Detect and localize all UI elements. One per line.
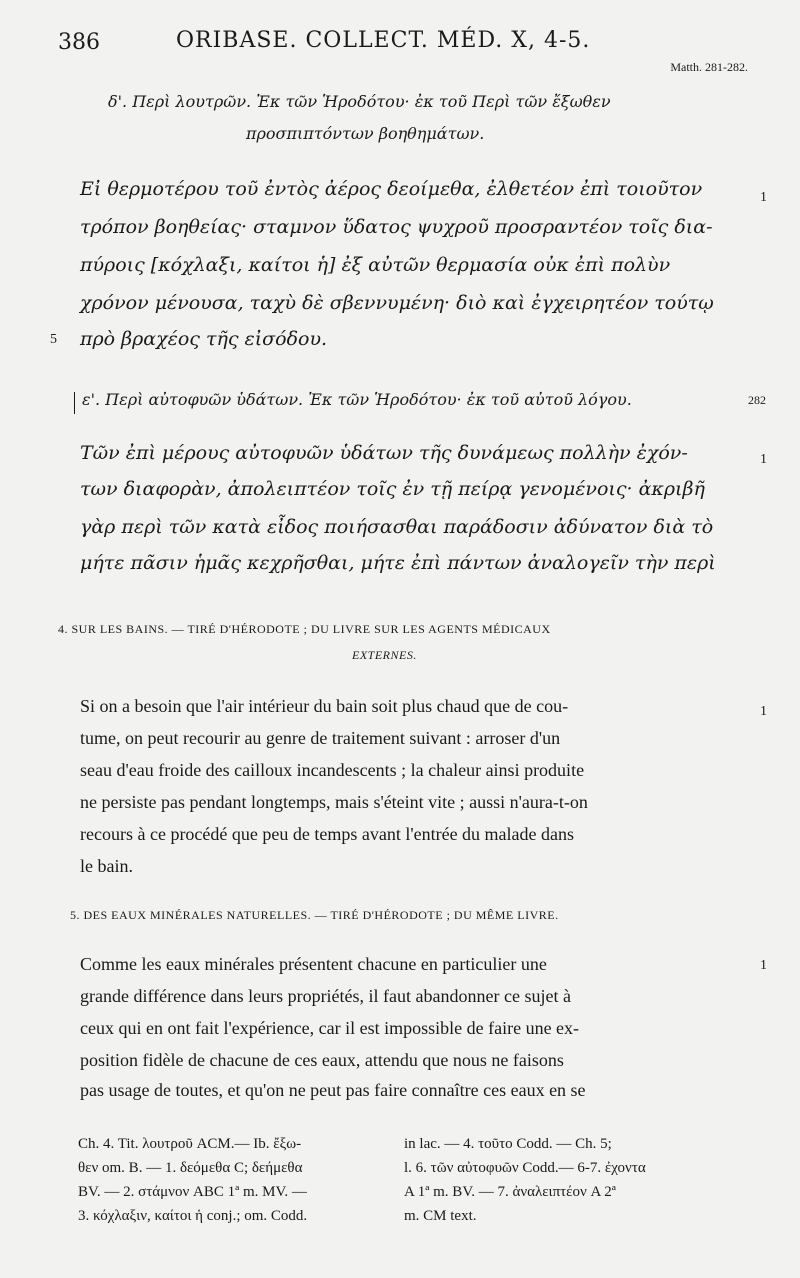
- matthaei-margin-ref: 282: [748, 393, 766, 407]
- margin-paragraph-number: 1: [760, 958, 767, 973]
- greek-chapter4-line: χρόνον μένουσα, ταχὺ δὲ σβεννυμένη· διὸ καὶ ἐγχειρητέον τούτῳ: [80, 292, 714, 314]
- footnote-left-line: Ch. 4. Tit. λουτροῦ ACM.— Ib. ἔξω-: [78, 1136, 302, 1152]
- french-chapter5-heading: 5. DES EAUX MINÉRALES NATURELLES. — TIRÉ D'HÉRODOTE ; DU MÊME LIVRE.: [70, 908, 559, 922]
- margin-paragraph-number: 1: [760, 452, 767, 467]
- margin-paragraph-number: 1: [760, 704, 767, 719]
- french-chapter5-line: Comme les eaux minérales présentent chacune en particulier une: [80, 954, 547, 974]
- footnote-right-line: l. 6. τῶν αὐτοφυῶν Codd.— 6-7. ἐχοντα: [404, 1160, 646, 1176]
- greek-chapter5-title: ε'. Περὶ αὐτοφυῶν ὑδάτων. Ἐκ τῶν Ἡροδότου· ἐκ τοῦ αὐτοῦ λόγου.: [82, 390, 632, 409]
- french-chapter4-line: tume, on peut recourir au genre de traitement suivant : arroser d'un: [80, 728, 561, 748]
- greek-chapter5-line: γὰρ περὶ τῶν κατὰ εἶδος ποιήσασθαι παράδοσιν ἀδύνατον διὰ τὸ: [80, 516, 714, 538]
- greek-chapter5-line: Τῶν ἐπὶ μέρους αὐτοφυῶν ὑδάτων τῆς δυνάμεως πολλὴν ἐχόν-: [80, 442, 688, 464]
- french-chapter4-line: seau d'eau froide des cailloux incandescents ; la chaleur ainsi produite: [80, 760, 585, 780]
- greek-chapter4-line: Εἰ θερμοτέρου τοῦ ἐντὸς ἀέρος δεοίμεθα, ἐλθετέον ἐπὶ τοιοῦτον: [80, 178, 703, 200]
- french-chapter4-line: ne persiste pas pendant longtemps, mais s'éteint vite ; aussi n'aura-t-on: [80, 792, 588, 812]
- running-title: ORIBASE. COLLECT. MÉD. X, 4-5.: [176, 28, 591, 53]
- footnote-right-line: A 1ª m. BV. — 7. ἀναλειπτέον A 2ª: [404, 1184, 616, 1200]
- french-chapter5-line: grande différence dans leurs propriétés, il faut abandonner ce sujet à: [80, 986, 571, 1006]
- french-chapter5-line: pas usage de toutes, et qu'on ne peut pas faire connaître ces eaux en se: [80, 1080, 586, 1100]
- french-chapter4-line: recours à ce procédé que peu de temps avant l'entrée du malade dans: [80, 824, 575, 844]
- greek-chapter4-line: πρὸ βραχέος τῆς εἰσόδου.: [80, 328, 328, 350]
- margin-paragraph-number: 1: [760, 190, 767, 205]
- footnote-left-line: BV. — 2. στάμνον ABC 1ª m. MV. —: [78, 1184, 307, 1200]
- footnote-left-line: θεν om. B. — 1. δεόμεθα C; δεήμεθα: [78, 1160, 303, 1176]
- greek-chapter5-line: μήτε πᾶσιν ἡμᾶς κεχρῆσθαι, μήτε ἐπὶ πάντων ἀναλογεῖν τὴν περὶ: [80, 552, 716, 574]
- greek-chapter5-line: των διαφορὰν, ἀπολειπτέον τοῖς ἐν τῇ πείρᾳ γενομένοις· ἀκριβῆ: [80, 478, 705, 500]
- french-chapter5-line: position fidèle de chacune de ces eaux, attendu que nous ne faisons: [80, 1050, 564, 1070]
- greek-chapter4-line: πύροις [κόχλαξι, καίτοι ἡ] ἐξ αὐτῶν θερμασία οὐκ ἐπὶ πολὺν: [80, 254, 671, 276]
- footnote-right-line: m. CM text.: [404, 1208, 477, 1224]
- french-chapter4-line: le bain.: [80, 856, 133, 876]
- french-chapter5-line: ceux qui en ont fait l'expérience, car il est impossible de faire une ex-: [80, 1018, 580, 1038]
- french-chapter4-heading-line2: EXTERNES.: [352, 648, 417, 662]
- line-number-marker: 5: [50, 332, 57, 347]
- greek-chapter4-title-line1: δ'. Περὶ λουτρῶν. Ἐκ τῶν Ἡροδότου· ἐκ τοῦ Περὶ τῶν ἔξωθεν: [108, 92, 611, 111]
- greek-chapter4-line: τρόπον βοηθείας· σταμνον ὕδατος ψυχροῦ προσραντέον τοῖς δια-: [80, 216, 713, 238]
- greek-chapter4-title-line2: προσπιπτόντων βοηθημάτων.: [246, 124, 485, 143]
- margin-bar: [74, 392, 75, 414]
- matthaei-reference: Matth. 281-282.: [670, 60, 748, 74]
- french-chapter4-line: Si on a besoin que l'air intérieur du bain soit plus chaud que de cou-: [80, 696, 569, 716]
- page-number: 386: [58, 30, 100, 55]
- french-chapter4-heading-line1: 4. SUR LES BAINS. — TIRÉ D'HÉRODOTE ; DU LIVRE SUR LES AGENTS MÉDICAUX: [58, 622, 551, 636]
- footnote-right-line: in lac. — 4. τοῦτο Codd. — Ch. 5;: [404, 1136, 612, 1152]
- footnote-left-line: 3. κόχλαξιν, καίτοι ἡ conj.; om. Codd.: [78, 1208, 308, 1224]
